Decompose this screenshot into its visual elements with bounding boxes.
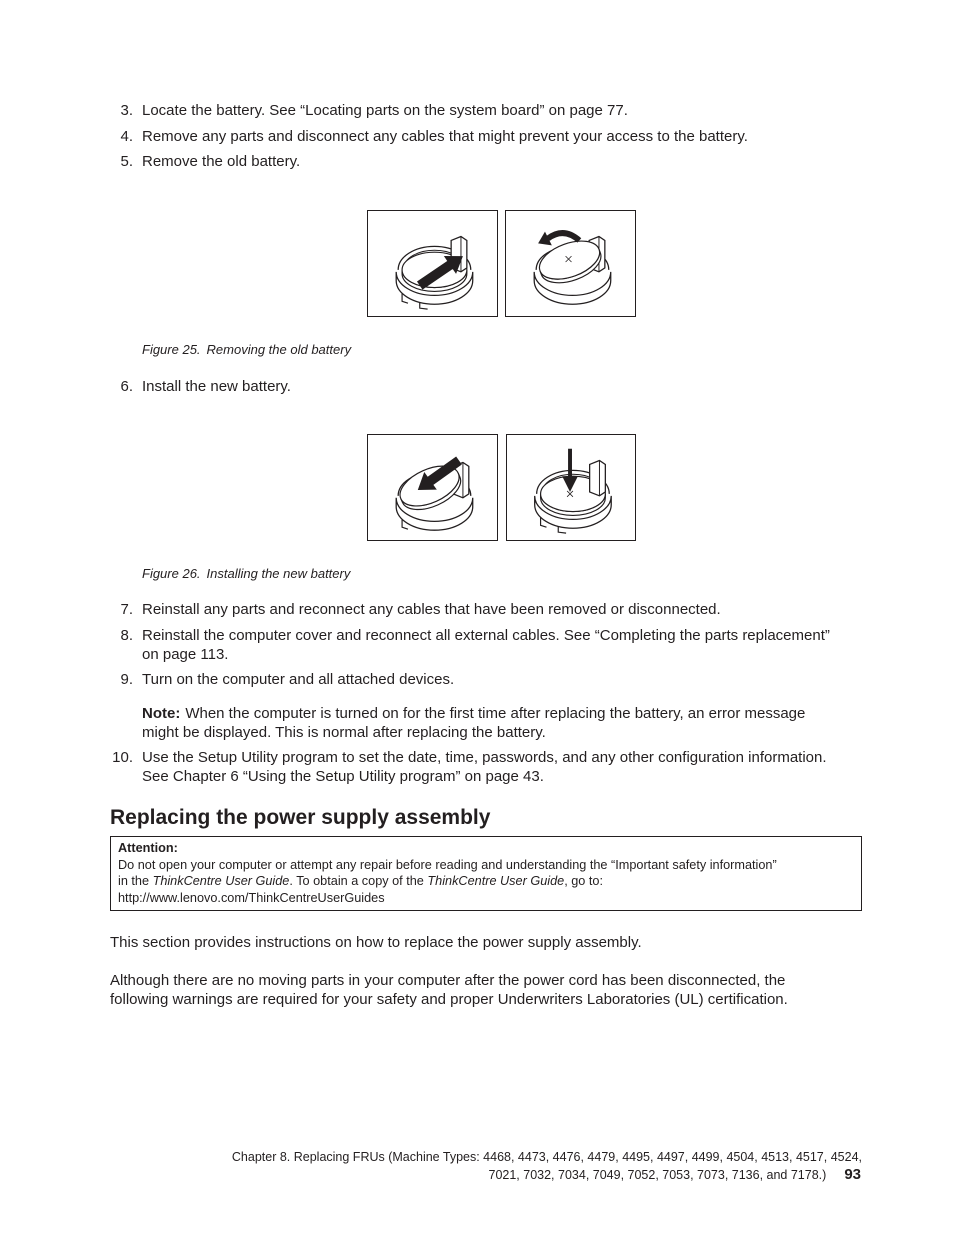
step-9 (100, 670, 454, 689)
holder-clip (590, 461, 606, 496)
step-number: 6. (120, 378, 133, 395)
guide-title: ThinkCentre User Guide (152, 874, 290, 888)
note-line: might be displayed. This is normal after replacing the battery. (142, 724, 546, 741)
figure-26-insert-battery-illustration (367, 434, 498, 541)
battery-lift-drawing (506, 211, 635, 316)
step-4 (100, 127, 748, 146)
note-line (142, 704, 805, 723)
footer-row (232, 1166, 862, 1184)
step-line: Remove the old battery. (142, 153, 301, 170)
step-text (142, 748, 827, 786)
step-number: 10. (112, 749, 133, 766)
battery-note (142, 704, 805, 742)
guide-title: ThinkCentre User Guide (427, 874, 565, 888)
lift-arrow-curve (548, 233, 579, 240)
step-line: Reinstall any parts and reconnect any cables that have been removed or disconnected. (142, 601, 721, 618)
step-text (142, 600, 721, 619)
step-10 (100, 748, 827, 786)
step-text (142, 101, 628, 120)
figure-caption-text: Removing the old battery (206, 342, 352, 357)
battery-press-drawing (507, 435, 635, 540)
figure-25-caption (142, 342, 351, 358)
battery-push-drawing (368, 211, 497, 316)
step-8 (100, 626, 830, 664)
step-6 (100, 377, 291, 396)
warning-intro-paragraph (110, 971, 788, 1009)
paragraph-line: This section provides instructions on how to replace the power supply assembly. (110, 934, 642, 951)
footer-chapter-line: Chapter 8. Replacing FRUs (Machine Types: 4468, 4473, 4476, 4479, 4495, 4497, 4499, 4504, 4513, 4517, 4524, (231, 1150, 862, 1164)
press-arrow-shaft (568, 449, 572, 476)
figure-26-caption (142, 566, 350, 582)
step-text (142, 152, 300, 171)
step-line: Turn on the computer and all attached devices. (142, 671, 455, 688)
step-text (142, 626, 830, 664)
section-heading: Replacing the power supply assembly (110, 806, 491, 829)
footer-machine-types: 7021, 7032, 7034, 7049, 7052, 7053, 7073, 7136, and 7178.) (488, 1168, 827, 1182)
step-number: 9. (120, 671, 133, 688)
step-line: See Chapter 6 “Using the Setup Utility program” on page 43. (142, 768, 544, 785)
figure-26-press-battery-illustration (506, 434, 636, 541)
step-line: Remove any parts and disconnect any cables that might prevent your access to the battery. (142, 128, 748, 145)
figure-25-lift-battery-illustration (505, 210, 636, 317)
step-line: Reinstall the computer cover and reconnect all external cables. See “Completing the parts replacement” (142, 627, 830, 644)
user-guides-url[interactable]: http://www.lenovo.com/ThinkCentreUserGuides (118, 890, 385, 905)
step-number: 3. (120, 102, 133, 119)
figure-label: Figure 25. (142, 342, 201, 357)
figure-25-push-battery-illustration (367, 210, 498, 317)
step-text (142, 127, 748, 146)
step-line: Use the Setup Utility program to set the date, time, passwords, and any other configuration information. (142, 749, 827, 766)
step-line: Locate the battery. See “Locating parts on the system board” on page 77. (142, 102, 628, 119)
attention-text: in the (118, 874, 153, 888)
attention-text: . To obtain a copy of the (289, 874, 428, 888)
attention-text: , go to: (564, 874, 603, 888)
step-7 (100, 600, 721, 619)
step-number: 4. (120, 128, 133, 145)
page-number: 93 (844, 1166, 861, 1183)
attention-title: Attention: (118, 841, 178, 855)
figure-label: Figure 26. (142, 566, 201, 581)
step-number: 7. (120, 601, 133, 618)
paragraph-line: following warnings are required for your safety and proper Underwriters Laboratories (UL) certification. (110, 991, 788, 1008)
attention-line (118, 873, 854, 890)
page-footer (232, 1149, 862, 1184)
attention-line: Do not open your computer or attempt any repair before reading and understanding the “Important safety information” (118, 857, 777, 872)
paragraph-line: Although there are no moving parts in your computer after the power cord has been disconnected, the (110, 972, 786, 989)
step-number: 5. (120, 153, 133, 170)
step-5 (100, 152, 300, 171)
step-text (142, 670, 454, 689)
step-line: Install the new battery. (142, 378, 291, 395)
section-intro-paragraph (110, 933, 642, 952)
figure-caption-text: Installing the new battery (206, 566, 351, 581)
note-label: Note: (142, 705, 181, 722)
attention-box (110, 836, 862, 911)
step-number: 8. (120, 627, 133, 644)
step-line: on page 113. (142, 646, 229, 663)
battery-insert-drawing (368, 435, 497, 540)
step-text (142, 377, 291, 396)
step-3 (100, 101, 628, 120)
note-text: When the computer is turned on for the first time after replacing the battery, an error message (185, 705, 806, 722)
